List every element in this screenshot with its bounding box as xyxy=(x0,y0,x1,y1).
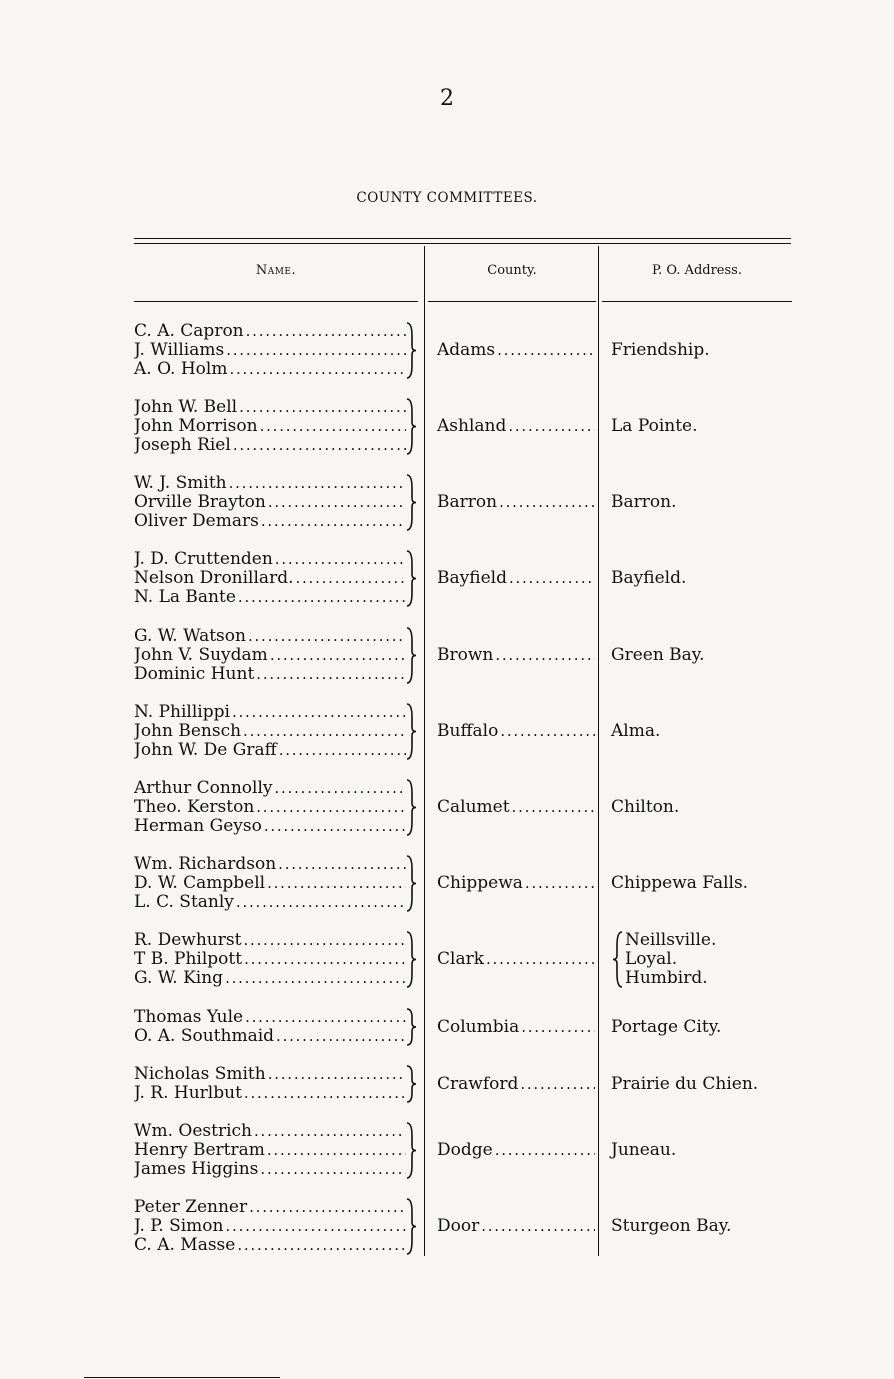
dot-leader xyxy=(264,817,406,836)
dot-leader xyxy=(229,360,406,379)
dot-leader xyxy=(276,1027,406,1046)
dot-leader xyxy=(278,855,406,874)
member-name-line xyxy=(134,588,406,607)
member-name: Peter Zenner xyxy=(134,1198,248,1217)
right-brace-icon xyxy=(404,855,418,912)
dot-leader xyxy=(275,779,406,798)
right-brace-icon xyxy=(404,703,418,760)
member-name-line xyxy=(134,1160,406,1179)
member-name: D. W. Campbell xyxy=(134,874,266,893)
column-divider-1 xyxy=(424,246,425,1256)
member-name: Nelson Dronillard. xyxy=(134,569,294,588)
member-name-line xyxy=(134,1084,406,1103)
dot-leader xyxy=(508,417,595,436)
member-name-line xyxy=(134,646,406,665)
po-address: Juneau. xyxy=(611,1140,677,1160)
dot-leader xyxy=(237,1236,406,1255)
dot-leader xyxy=(254,1122,406,1141)
dot-leader xyxy=(246,322,406,341)
member-name: Joseph Riel xyxy=(134,436,231,455)
committee-members xyxy=(134,931,406,988)
po-address-lines xyxy=(625,931,716,988)
county-label: Dodge xyxy=(437,1141,493,1160)
right-brace-icon xyxy=(404,398,418,455)
member-name-line xyxy=(134,627,406,646)
member-name-line xyxy=(134,703,406,722)
committee-members xyxy=(134,779,406,836)
county-label: Buffalo xyxy=(437,722,499,741)
committee-members xyxy=(134,1008,406,1046)
member-name-line xyxy=(134,893,406,912)
member-name: Herman Geyso xyxy=(134,817,262,836)
column-divider-2 xyxy=(598,246,599,1256)
member-name: A. O. Holm xyxy=(134,360,228,379)
dot-leader xyxy=(270,646,406,665)
county-label: Brown xyxy=(437,646,494,665)
dot-leader xyxy=(239,398,406,417)
member-name: Thomas Yule xyxy=(134,1008,244,1027)
member-name: C. A. Masse xyxy=(134,1236,236,1255)
member-name-line xyxy=(134,360,406,379)
dot-leader xyxy=(249,1198,406,1217)
dot-leader xyxy=(245,1008,406,1027)
po-address: Alma. xyxy=(611,721,661,741)
member-name-line xyxy=(134,741,406,760)
member-name-line xyxy=(134,798,406,817)
member-name-line xyxy=(134,1027,406,1046)
dot-leader xyxy=(243,931,406,950)
right-brace-icon xyxy=(404,1198,418,1255)
member-name-line xyxy=(134,817,406,836)
member-name: T B. Philpott xyxy=(134,950,243,969)
dot-leader xyxy=(238,588,406,607)
member-name: L. C. Stanly xyxy=(134,893,234,912)
header-name: Name. xyxy=(255,263,297,278)
committee-members xyxy=(134,703,406,760)
dot-leader xyxy=(232,703,406,722)
committee-members xyxy=(134,1122,406,1179)
po-address: Chippewa Falls. xyxy=(611,873,749,893)
member-name: R. Dewhurst xyxy=(134,931,242,950)
dot-leader xyxy=(225,969,406,988)
page-title: COUNTY COMMITTEES. xyxy=(356,190,538,206)
right-brace-icon xyxy=(404,931,418,988)
member-name: Theo. Kerston xyxy=(134,798,255,817)
dot-leader xyxy=(275,550,406,569)
member-name-line xyxy=(134,474,406,493)
po-address: Neillsville. xyxy=(625,930,717,950)
county-label: Calumet xyxy=(437,798,510,817)
member-name: O. A. Southmaid xyxy=(134,1027,275,1046)
member-name: Wm. Oestrich xyxy=(134,1122,252,1141)
member-name-line xyxy=(134,1065,406,1084)
county-label: Columbia xyxy=(437,1017,520,1037)
dot-leader xyxy=(268,1065,406,1084)
member-name: G. W. King xyxy=(134,969,224,988)
right-brace-icon xyxy=(404,779,418,836)
county-name xyxy=(437,1075,595,1094)
footer-rule xyxy=(84,1377,280,1378)
po-address: La Pointe. xyxy=(611,416,698,436)
dot-leader xyxy=(268,493,406,512)
header-county: County. xyxy=(487,263,537,278)
member-name-line xyxy=(134,1217,406,1236)
county-label: Door xyxy=(437,1217,480,1236)
county-name xyxy=(437,1018,595,1037)
dot-leader xyxy=(525,874,595,893)
header-address: P. O. Address. xyxy=(652,263,742,278)
member-name: Oliver Demars xyxy=(134,512,259,531)
po-address: Friendship. xyxy=(611,340,710,360)
member-name: J. R. Hurlbut xyxy=(134,1084,242,1103)
dot-leader xyxy=(521,1018,595,1037)
dot-leader xyxy=(260,417,406,436)
member-name-line xyxy=(134,1236,406,1255)
member-name: John Morrison xyxy=(134,417,258,436)
member-name: J. P. Simon xyxy=(134,1217,224,1236)
member-name-line xyxy=(134,722,406,741)
po-address: Barron. xyxy=(611,492,677,512)
dot-leader xyxy=(267,874,406,893)
member-name-line xyxy=(134,569,406,588)
dot-leader xyxy=(481,1217,595,1236)
member-name-line xyxy=(134,493,406,512)
dot-leader xyxy=(243,722,406,741)
po-address: Green Bay. xyxy=(611,645,705,665)
member-name: John W. Bell xyxy=(134,398,238,417)
county-name xyxy=(437,493,595,512)
member-name: John Bensch xyxy=(134,722,242,741)
member-name-line xyxy=(134,417,406,436)
dot-leader xyxy=(261,512,406,531)
right-brace-icon xyxy=(404,1008,418,1046)
committee-members xyxy=(134,398,406,455)
member-name: G. W. Watson xyxy=(134,627,246,646)
member-name: John V. Suydam xyxy=(134,646,268,665)
member-name-line xyxy=(134,1122,406,1141)
dot-leader xyxy=(509,569,595,588)
member-name: James Higgins xyxy=(134,1160,259,1179)
po-address: Portage City. xyxy=(611,1016,722,1037)
member-name-line xyxy=(134,341,406,360)
po-address: Loyal. xyxy=(625,949,678,969)
dot-leader xyxy=(279,741,406,760)
dot-leader xyxy=(248,627,406,646)
dot-leader xyxy=(244,950,406,969)
county-name xyxy=(437,874,595,893)
member-name: J. Williams xyxy=(134,341,225,360)
dot-leader xyxy=(295,569,406,588)
member-name-line xyxy=(134,512,406,531)
committee-members xyxy=(134,550,406,607)
county-name xyxy=(437,798,595,817)
left-brace-icon xyxy=(611,931,625,993)
member-name: Orville Brayton xyxy=(134,493,266,512)
member-name: Henry Bertram xyxy=(134,1141,265,1160)
county-name xyxy=(437,1141,595,1160)
dot-leader xyxy=(244,1084,406,1103)
po-address: Chilton. xyxy=(611,797,680,817)
member-name: C. A. Capron xyxy=(134,322,244,341)
dot-leader xyxy=(236,893,406,912)
member-name-line xyxy=(134,855,406,874)
member-name: W. J. Smith xyxy=(134,474,227,493)
member-name-line xyxy=(134,1198,406,1217)
committee-members xyxy=(134,322,406,379)
header-rule-address xyxy=(602,301,792,302)
member-name-line xyxy=(134,969,406,988)
member-name-line xyxy=(134,779,406,798)
right-brace-icon xyxy=(404,474,418,531)
committee-members xyxy=(134,1198,406,1255)
dot-leader xyxy=(226,1217,407,1236)
right-brace-icon xyxy=(404,627,418,684)
po-address: Prairie du Chien. xyxy=(611,1073,759,1094)
member-name-line xyxy=(134,322,406,341)
dot-leader xyxy=(233,436,406,455)
right-brace-icon xyxy=(404,1122,418,1179)
county-name xyxy=(437,646,595,665)
po-address: Sturgeon Bay. xyxy=(611,1216,732,1236)
dot-leader xyxy=(226,341,406,360)
county-name xyxy=(437,722,595,741)
committee-members xyxy=(134,1065,406,1103)
dot-leader xyxy=(495,646,595,665)
header-rule-name xyxy=(134,301,418,302)
dot-leader xyxy=(500,722,595,741)
county-label: Ashland xyxy=(437,417,507,436)
member-name-line xyxy=(134,1141,406,1160)
member-name: Wm. Richardson xyxy=(134,855,277,874)
dot-leader xyxy=(267,1141,406,1160)
member-name: N. Phillippi xyxy=(134,703,230,722)
member-name: N. La Bante xyxy=(134,588,236,607)
county-name xyxy=(437,569,595,588)
member-name-line xyxy=(134,931,406,950)
county-name xyxy=(437,417,595,436)
member-name: Nicholas Smith xyxy=(134,1065,266,1084)
dot-leader xyxy=(260,1160,406,1179)
right-brace-icon xyxy=(404,550,418,607)
dot-leader xyxy=(256,798,406,817)
committee-members xyxy=(134,855,406,912)
county-label: Barron xyxy=(437,493,498,512)
member-name: J. D. Cruttenden xyxy=(134,550,273,569)
dot-leader xyxy=(520,1075,595,1094)
header-rule-county xyxy=(428,301,596,302)
dot-leader xyxy=(495,1141,595,1160)
county-label: Bayfield xyxy=(437,569,507,588)
dot-leader xyxy=(229,474,406,493)
committee-members xyxy=(134,474,406,531)
member-name-line xyxy=(134,665,406,684)
dot-leader xyxy=(512,798,595,817)
committee-members xyxy=(134,627,406,684)
member-name: John W. De Graff xyxy=(134,741,277,760)
county-label: Chippewa xyxy=(437,874,523,893)
dot-leader xyxy=(256,665,406,684)
member-name: Arthur Connolly xyxy=(134,779,273,798)
member-name-line xyxy=(134,436,406,455)
member-name-line xyxy=(134,874,406,893)
county-name xyxy=(437,1217,595,1236)
county-label: Adams xyxy=(437,341,496,360)
dot-leader xyxy=(499,493,595,512)
county-name xyxy=(437,341,595,360)
county-label: Crawford xyxy=(437,1074,519,1094)
county-name xyxy=(437,950,595,969)
po-address: Bayfield. xyxy=(611,568,687,588)
dot-leader xyxy=(497,341,595,360)
right-brace-icon xyxy=(404,1065,418,1103)
right-brace-icon xyxy=(404,322,418,379)
member-name-line xyxy=(134,398,406,417)
member-name-line xyxy=(134,950,406,969)
page-number: 2 xyxy=(440,86,454,111)
member-name-line xyxy=(134,550,406,569)
dot-leader xyxy=(486,950,595,969)
header-double-rule xyxy=(134,238,791,244)
po-address: Humbird. xyxy=(625,968,708,988)
member-name-line xyxy=(134,1008,406,1027)
county-label: Clark xyxy=(437,950,485,969)
member-name: Dominic Hunt xyxy=(134,665,255,684)
